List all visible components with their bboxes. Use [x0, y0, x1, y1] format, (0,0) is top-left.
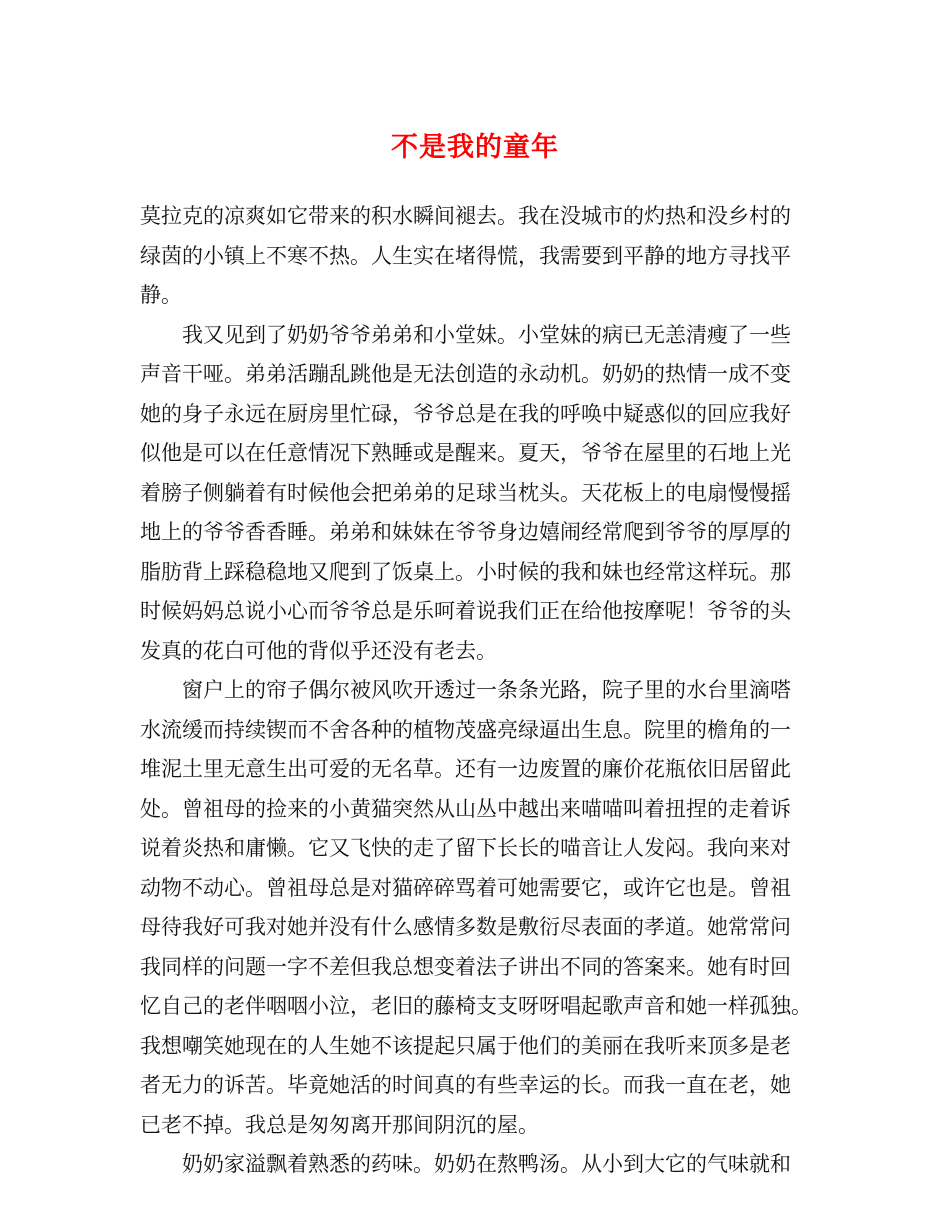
body-line: 绿茵的小镇上不寒不热。人生实在堵得慌，我需要到平静的地方寻找平 — [140, 243, 791, 268]
body-line: 忆自己的老伴咽咽小泣，老旧的藤椅支支呀呀唱起歌声音和她一样孤独。 — [140, 994, 812, 1018]
body-line: 脂肪背上踩稳稳地又爬到了饭桌上。小时候的我和妹也经常这样玩。那 — [140, 559, 791, 584]
body-line: 地上的爷爷香香睡。弟弟和妹妹在爷爷身边嬉闹经常爬到爷爷的厚厚的 — [140, 520, 791, 544]
body-line: 我同样的问题一字不差但我总想变着法子讲出不同的答案来。她有时回 — [140, 954, 791, 979]
document-body — [140, 197, 820, 1185]
body-line: 声音干哑。弟弟活蹦乱跳他是无法创造的永动机。奶奶的热情一成不变 — [140, 362, 791, 386]
body-line: 静。 — [140, 283, 182, 307]
body-line: 莫拉克的凉爽如它带来的积水瞬间褪去。我在没城市的灼热和没乡村的 — [140, 204, 791, 228]
body-line: 似他是可以在任意情况下熟睡或是醒来。夏天，爷爷在屋里的石地上光 — [140, 441, 791, 465]
body-line: 时候妈妈总说小心而爷爷总是乐呵着说我们正在给他按摩呢！爷爷的头 — [140, 599, 791, 623]
body-line: 处。曾祖母的捡来的小黄猫突然从山丛中越出来喵喵叫着扭捏的走着诉 — [140, 796, 791, 821]
body-line: 水流缓而持续锲而不舍各种的植物茂盛亮绿逼出生息。院里的檐角的一 — [140, 717, 791, 742]
body-line: 母待我好可我对她并没有什么感情多数是敷衍尽表面的孝道。她常常问 — [140, 915, 791, 939]
document-title: 不是我的童年 — [391, 132, 559, 163]
body-line: 说着炎热和庸懒。它又飞快的走了留下长长的喵音让人发闷。我向来对 — [140, 836, 791, 860]
body-line: 动物不动心。曾祖母总是对猫碎碎骂着可她需要它，或许它也是。曾祖 — [140, 875, 791, 900]
body-line: 奶奶家溢飘着熟悉的药味。奶奶在熬鸭汤。从小到大它的气味就和 — [182, 1152, 791, 1176]
body-line: 已老不掉。我总是匆匆离开那间阴沉的屋。 — [140, 1112, 539, 1137]
body-line: 我想嘲笑她现在的人生她不该提起只属于他们的美丽在我听来顶多是老 — [140, 1033, 791, 1058]
body-line: 她的身子永远在厨房里忙碌，爷爷总是在我的呼唤中疑惑似的回应我好 — [140, 401, 791, 426]
body-line: 窗户上的帘子偶尔被风吹开透过一条条光路，院子里的水台里滴嗒 — [182, 678, 791, 702]
body-line: 着膀子侧躺着有时候他会把弟弟的足球当枕头。天花板上的电扇慢慢摇 — [140, 480, 791, 505]
body-line: 堆泥土里无意生出可爱的无名草。还有一边废置的廉价花瓶依旧居留此 — [140, 757, 791, 781]
body-line: 发真的花白可他的背似乎还没有老去。 — [140, 638, 497, 663]
body-line: 我又见到了奶奶爷爷弟弟和小堂妹。小堂妹的病已无恙清瘦了一些 — [182, 322, 791, 347]
body-line: 者无力的诉苦。毕竟她活的时间真的有些幸运的长。而我一直在老，她 — [140, 1073, 791, 1097]
